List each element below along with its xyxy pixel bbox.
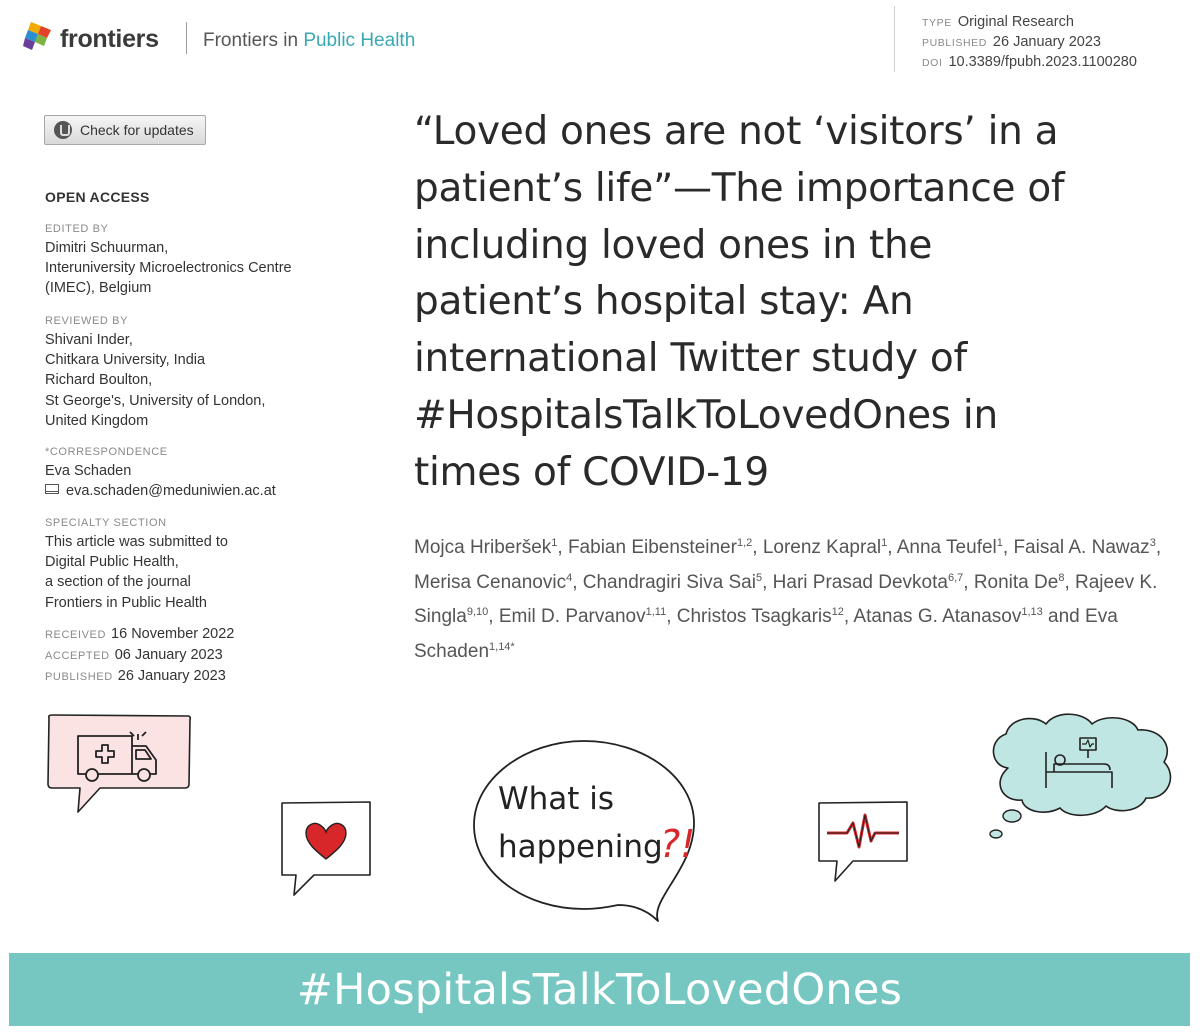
frontiers-logo-icon xyxy=(22,20,54,52)
author-name[interactable]: Lorenz Kapral xyxy=(762,537,882,558)
author-entry[interactable] xyxy=(773,572,964,593)
author-name[interactable]: Atanas G. Atanasov xyxy=(853,606,1022,627)
author-entry[interactable] xyxy=(568,537,752,558)
author-name[interactable]: Emil D. Parvanov xyxy=(498,606,646,627)
journal-name xyxy=(203,29,415,53)
author-affiliation: 8 xyxy=(1058,571,1065,584)
brand-divider xyxy=(186,22,187,54)
check-for-updates-button[interactable]: Check for updates xyxy=(44,115,206,145)
thought-bubble xyxy=(984,712,1180,846)
author-affiliation: 1,14* xyxy=(489,640,515,653)
bookmark-icon xyxy=(54,121,72,139)
speech-text-line1: What is xyxy=(498,781,615,817)
speech-bubble xyxy=(468,735,700,925)
edited-by-label: EDITED BY xyxy=(45,223,109,235)
author-affiliation: 1 xyxy=(551,537,558,549)
author-name[interactable]: Faisal A. Nawaz xyxy=(1013,537,1150,558)
author-entry[interactable] xyxy=(897,537,1003,558)
accepted-date: ACCEPTED 06 January 2023 xyxy=(45,647,223,664)
author-entry[interactable] xyxy=(1013,537,1155,558)
reviewed-by-label: REVIEWED BY xyxy=(45,315,129,327)
ambulance-bubble xyxy=(44,712,194,820)
author-affiliation: 4 xyxy=(566,571,573,584)
author-entry[interactable] xyxy=(853,606,1042,627)
author-list: Mojca Hriberšek$^1$, Fabian Eibensteiner$^{1,2}$, Lorenz Kapral$^1$, Anna Teufel$^1$, Faisal A. Nawaz$^3$, Merisa Cenanovic$^4$, Chandragiri Siva Sai$^5$, Hari Prasad Devkota$^{6,7}$, Ronita De$^8$, Rajeev K. Singla$^{9,10}$, Emil D. Parvanov$^{1,11}$, Christos Tsagkaris$^{12}$, Atanas G. Atanasov$^{1,13}$ and Eva Schaden$^{1,14*}$ xyxy=(414,537,1162,662)
author-name[interactable]: Merisa Cenanovic xyxy=(414,571,567,593)
author-affiliation: 1,2 xyxy=(736,537,753,549)
specialty-section-label: SPECIALTY SECTION xyxy=(45,517,167,529)
article-dates xyxy=(45,624,234,688)
author-name[interactable]: Christos Tsagkaris xyxy=(676,606,832,627)
author-name[interactable]: Rajeev K. Singla xyxy=(414,571,1158,627)
author-name[interactable]: Chandragiri Siva Sai xyxy=(582,571,756,593)
author-affiliation: 12 xyxy=(831,606,844,618)
author-affiliation: 1,13 xyxy=(1021,606,1043,618)
author-affiliation: 1 xyxy=(996,537,1003,549)
author-entry[interactable] xyxy=(677,606,844,627)
brand-name: frontiers xyxy=(60,25,159,53)
heartbeat-bubble xyxy=(813,797,913,901)
author-name[interactable]: Eva Schaden xyxy=(414,606,1118,662)
author-name[interactable]: Anna Teufel xyxy=(896,537,997,558)
edited-by-text: Dimitri Schuurman, Interuniversity Microelectronics Centre (IMEC), Belgium xyxy=(45,240,292,297)
correspondence-label: *CORRESPONDENCE xyxy=(45,446,168,458)
hashtag-text: #HospitalsTalkToLovedOnes xyxy=(296,964,903,1015)
author-entry[interactable] xyxy=(583,572,762,593)
author-entry[interactable] xyxy=(414,537,557,558)
correspondence-email[interactable]: eva.schaden@meduniwien.ac.at xyxy=(45,481,375,501)
meta-doi[interactable]: DOI 10.3389/fpubh.2023.1100280 xyxy=(922,54,1137,70)
author-affiliation: 3 xyxy=(1149,537,1156,549)
author-affiliation: 6,7 xyxy=(947,571,964,584)
envelope-icon xyxy=(45,484,59,494)
journal-highlight: Public Health xyxy=(303,30,416,51)
open-access-label: OPEN ACCESS xyxy=(45,189,150,205)
published-date: PUBLISHED 26 January 2023 xyxy=(45,668,226,685)
hashtag-banner xyxy=(9,953,1190,1026)
correspondence-name: Eva Schaden xyxy=(45,463,132,479)
author-entry[interactable] xyxy=(974,572,1065,593)
author-entry[interactable] xyxy=(499,606,666,627)
author-affiliation: 1 xyxy=(881,537,888,549)
speech-text-line2: happening xyxy=(498,829,663,865)
heart-bubble xyxy=(276,797,376,901)
author-affiliation: 9,10 xyxy=(466,606,489,618)
meta-type: TYPE Original Research xyxy=(922,14,1074,30)
author-name[interactable]: Ronita De xyxy=(973,571,1059,593)
article-title: “Loved ones are not ‘visitors’ in a patient’s life”—The importance of including loved ones in the patient’s hospital stay: An international Twitter study of #HospitalsTalkToLovedOnes in times of COVID-19 xyxy=(414,109,1065,495)
author-affiliation: 5 xyxy=(755,571,763,584)
question-exclamation-mark: ?! xyxy=(660,822,696,866)
meta-divider xyxy=(894,6,895,72)
meta-published: PUBLISHED 26 January 2023 xyxy=(922,34,1101,50)
specialty-section-text: This article was submitted to Digital Public Health, a section of the journal Frontiers in Public Health xyxy=(45,534,228,611)
received-date: RECEIVED 16 November 2022 xyxy=(45,626,235,642)
author-name[interactable]: Mojca Hriberšek xyxy=(414,537,552,558)
author-entry[interactable] xyxy=(763,537,887,558)
author-name[interactable]: Fabian Eibensteiner xyxy=(567,537,737,558)
author-entry[interactable] xyxy=(414,572,572,593)
correspondence-text xyxy=(45,461,375,501)
author-affiliation: 1,11 xyxy=(645,606,667,618)
journal-prefix: Frontiers in xyxy=(203,30,299,51)
reviewed-by-text: Shivani Inder, Chitkara University, India Richard Boulton, St George's, University of London, United Kingdom xyxy=(45,332,266,429)
author-name[interactable]: Hari Prasad Devkota xyxy=(772,571,948,593)
